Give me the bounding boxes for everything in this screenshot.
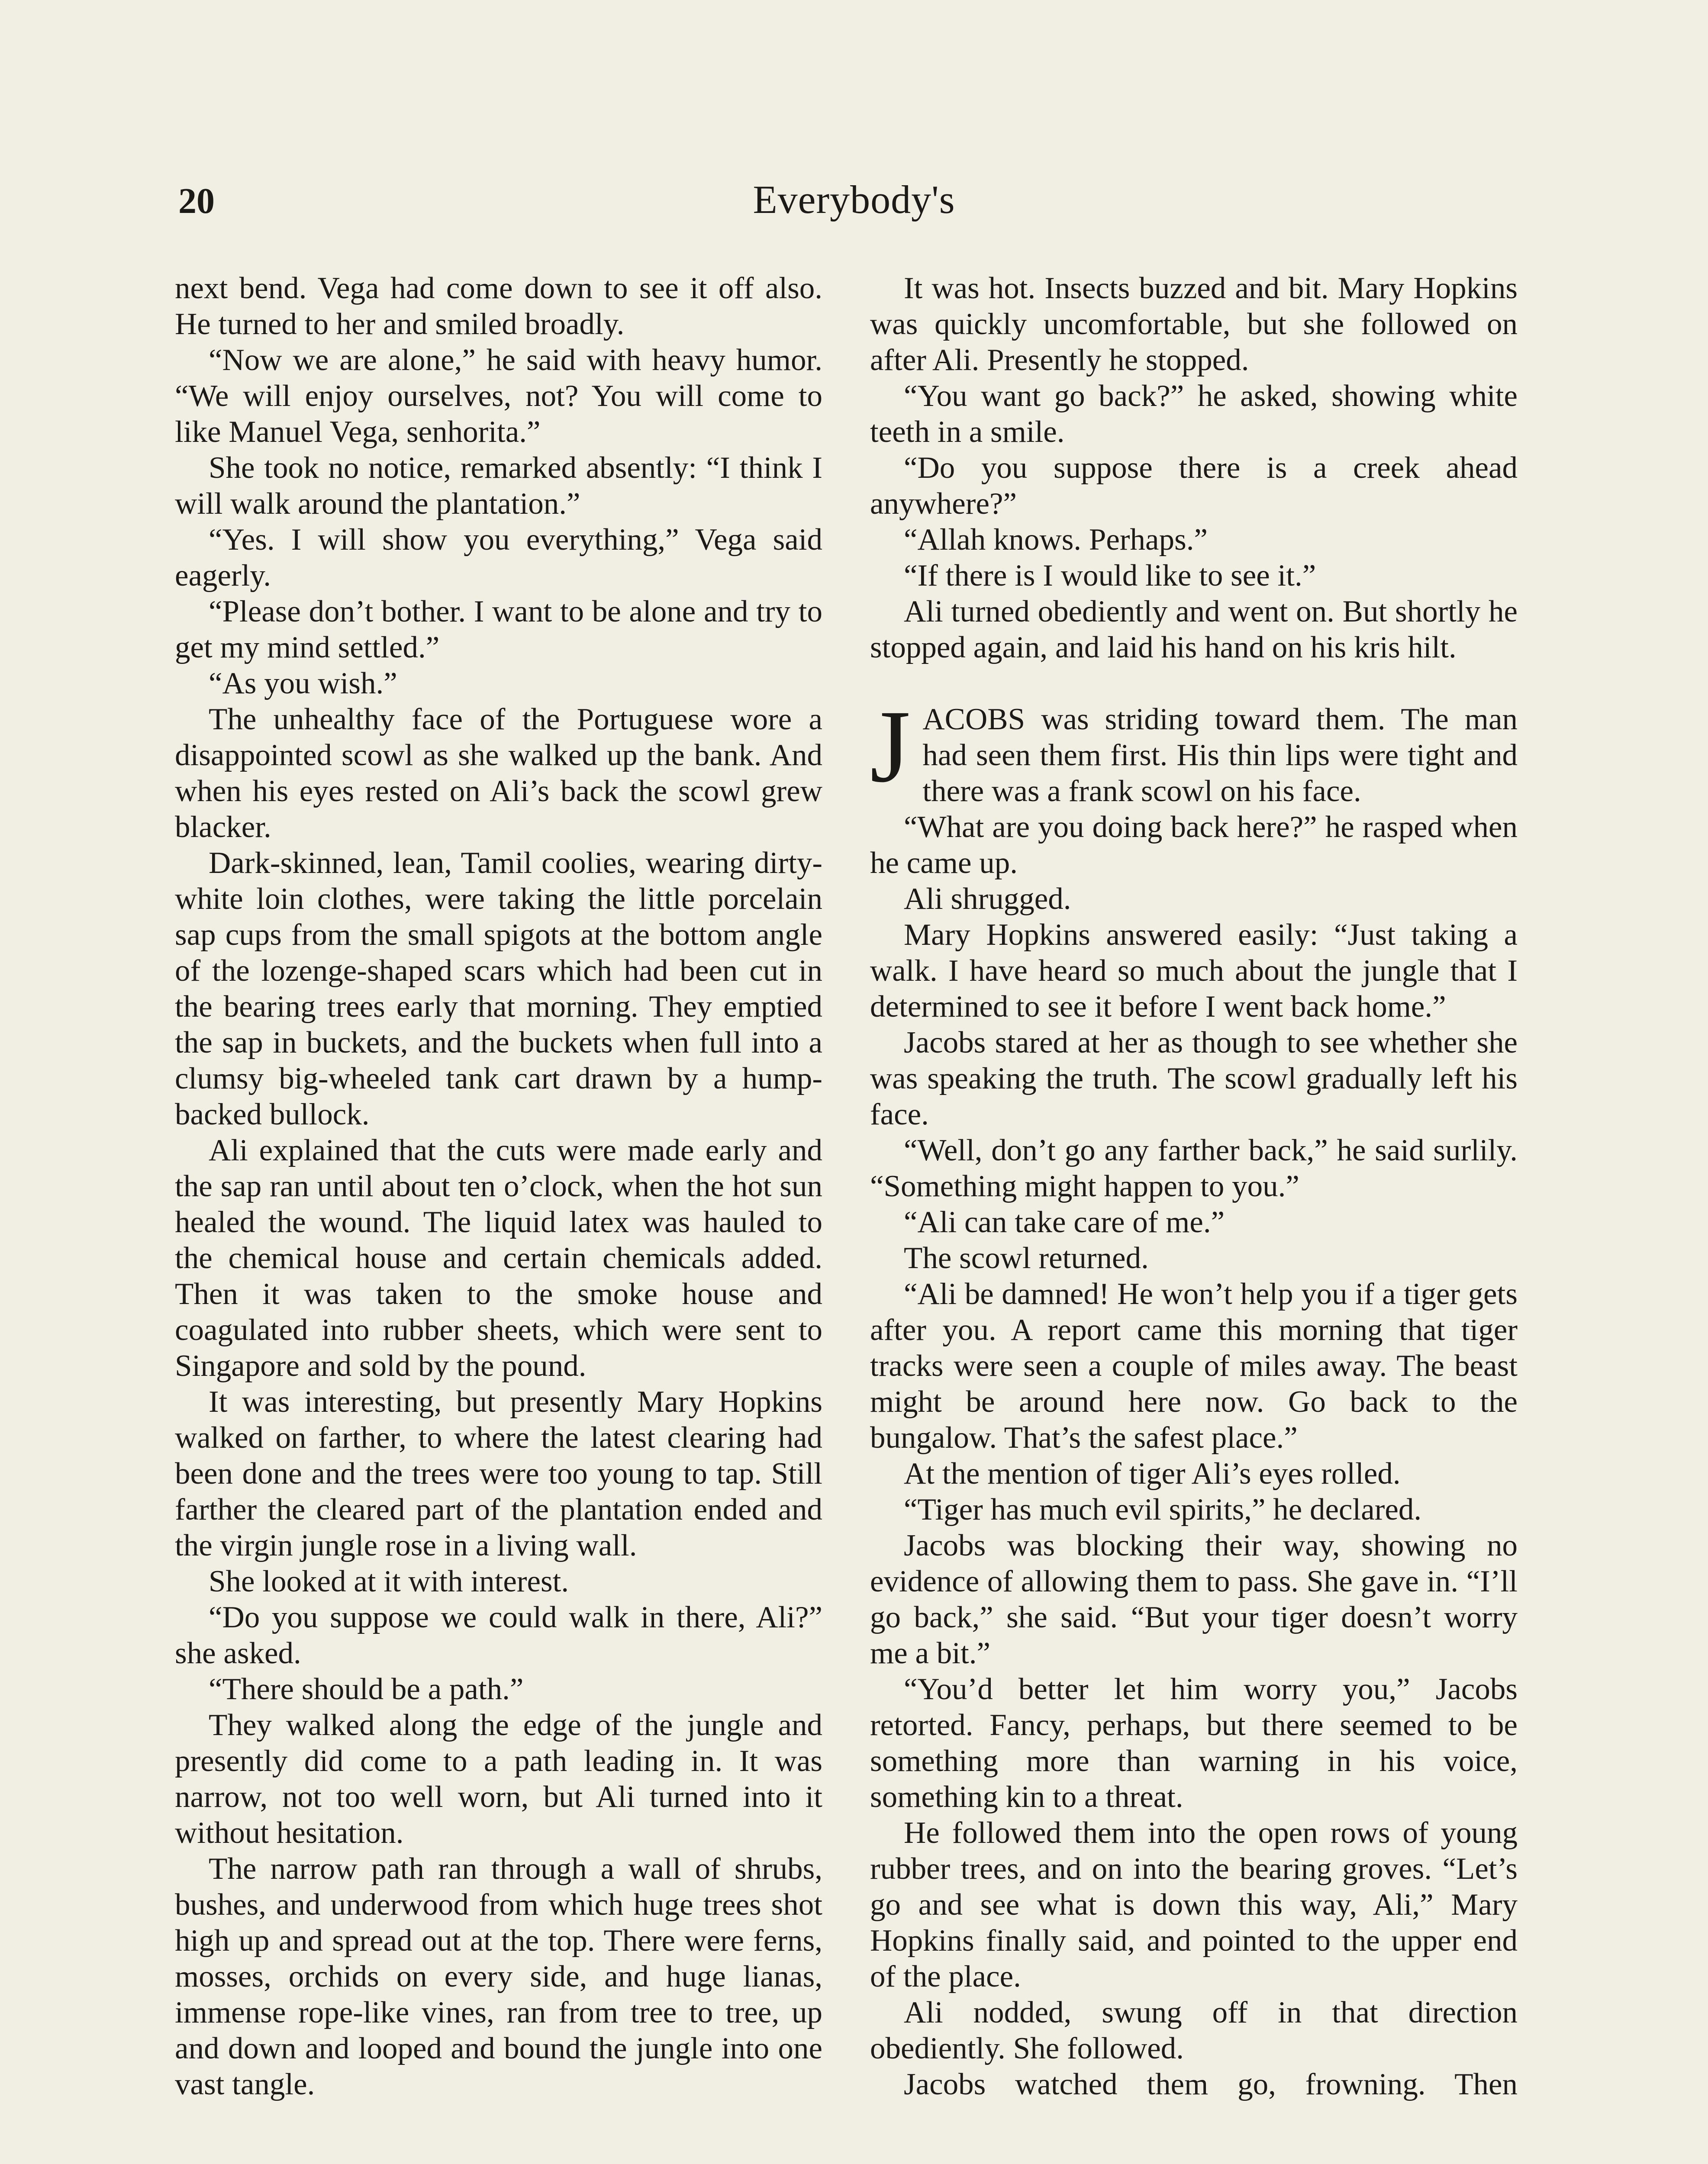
- paragraph: Dark-skinned, lean, Tamil coolies, wearing dirty-white loin clothes, were taking the little porcelain sap cups from the small spigots at the bottom angle of the lozenge-shaped scars which had been cut in the bearing trees early that morning. They emptied the sap in buckets, and the buckets when full into a clumsy big-wheeled tank cart drawn by a hump-backed bullock.: [175, 846, 822, 1131]
- paragraph: She looked at it with interest.: [209, 1565, 569, 1598]
- paragraph: Jacobs watched them go, frowning. Then: [904, 2067, 1518, 2101]
- paragraph: Ali shrugged.: [904, 882, 1071, 916]
- paragraph: Ali explained that the cuts were made early and the sap ran until about ten o’clock, when the hot sun healed the wound. The liquid latex was hauled to the chemical house and certain chemicals added. Then it was taken to the smoke house and coagulated into rubber sheets, which were sent to Singapore and sold by the pound.: [175, 1134, 822, 1383]
- paragraph: “Ali can take care of me.”: [904, 1205, 1225, 1239]
- paragraph: next bend. Vega had come down to see it off also. He turned to her and smiled broadly.: [175, 271, 822, 341]
- paragraph: “Ali be damned! He won’t help you if a tiger gets after you. A report came this morning that tiger tracks were seen a couple of miles away. The beast might be around here now. Go back to the bungalow. That’s the safest place.”: [870, 1277, 1518, 1455]
- page-number: 20: [178, 181, 215, 221]
- paragraph: “Tiger has much evil spirits,” he declared.: [904, 1493, 1422, 1526]
- paragraph: The narrow path ran through a wall of shrubs, bushes, and underwood from which huge trees shot high up and spread out at the top. There were ferns, mosses, orchids on every side, and huge lianas, immense rope-like vines, ran from tree to tree, up and down and looped and bound the jungle into one vast tangle.: [175, 1852, 822, 2101]
- paragraph: They walked along the edge of the jungle and presently did come to a path leading in. It was narrow, not too well worn, but Ali turned into it without hesitation.: [175, 1708, 822, 1850]
- paragraph: It was interesting, but presently Mary Hopkins walked on farther, to where the latest clearing had been done and the trees were too young to tap. Still farther the cleared part of the plantation ended and the virgin jungle rose in a living wall.: [175, 1385, 822, 1562]
- running-head: Everybody's: [753, 177, 955, 222]
- paragraph: Ali nodded, swung off in that direction obediently. She followed.: [870, 1996, 1518, 2065]
- paragraph: “You want go back?” he asked, showing white teeth in a smile.: [870, 379, 1518, 449]
- right-column: [870, 270, 1518, 2103]
- paragraph: “As you wish.”: [209, 667, 397, 700]
- paragraph: “Yes. I will show you everything,” Vega said eagerly.: [175, 523, 822, 593]
- paragraph: He followed them into the open rows of young rubber trees, and on into the bearing groves. “Let’s go and see what is down this way, Ali,” Mary Hopkins finally said, and pointed to the upper end of the place.: [870, 1816, 1518, 1993]
- paragraph: At the mention of tiger Ali’s eyes rolled.: [904, 1457, 1401, 1491]
- paragraph: The scowl returned.: [904, 1241, 1149, 1275]
- paragraph: “Now we are alone,” he said with heavy humor. “We will enjoy ourselves, not? You will come to like Manuel Vega, senhorita.”: [175, 343, 822, 449]
- paragraph: Ali turned obediently and went on. But shortly he stopped again, and laid his hand on his kris hilt.: [870, 595, 1518, 664]
- section-opening: [870, 689, 1518, 809]
- paragraph: It was hot. Insects buzzed and bit. Mary Hopkins was quickly uncomfortable, but she followed on after Ali. Presently he stopped.: [870, 271, 1518, 377]
- paragraph: She took no notice, remarked absently: “I think I will walk around the plantation.”: [175, 451, 822, 521]
- paragraph: “You’d better let him worry you,” Jacobs retorted. Fancy, perhaps, but there seemed to be something more than warning in his voice, something kin to a threat.: [870, 1672, 1518, 1814]
- paragraph: The unhealthy face of the Portuguese wore a disappointed scowl as she walked up the bank. And when his eyes rested on Ali’s back the scowl grew blacker.: [175, 702, 822, 844]
- paragraph: “There should be a path.”: [209, 1672, 524, 1706]
- section-break: [870, 666, 1518, 702]
- section-opening-text: ACOBS was striding toward them. The man had seen them first. His thin lips were tight and there was a frank scowl on his face.: [922, 702, 1518, 808]
- paragraph: Jacobs stared at her as though to see whether she was speaking the truth. The scowl gradually left his face.: [870, 1026, 1518, 1131]
- paragraph: “Well, don’t go any farther back,” he said surlily. “Something might happen to you.”: [870, 1134, 1518, 1203]
- paragraph: Jacobs was blocking their way, showing no evidence of allowing them to pass. She gave in. “I’ll go back,” she said. “But your tiger doesn’t worry me a bit.”: [870, 1529, 1518, 1670]
- paragraph: “What are you doing back here?” he rasped when he came up.: [870, 810, 1518, 880]
- paragraph: “Do you suppose there is a creek ahead anywhere?”: [870, 451, 1518, 521]
- paragraph: “Allah knows. Perhaps.”: [904, 523, 1208, 557]
- paragraph: Mary Hopkins answered easily: “Just taking a walk. I have heard so much about the jungle that I determined to see it before I went back home.”: [870, 918, 1518, 1024]
- drop-cap: J: [870, 689, 911, 804]
- paragraph: “If there is I would like to see it.”: [904, 559, 1316, 593]
- paragraph: “Do you suppose we could walk in there, Ali?” she asked.: [175, 1600, 822, 1670]
- left-column: [175, 270, 822, 2103]
- paragraph: “Please don’t bother. I want to be alone and try to get my mind settled.”: [175, 595, 822, 664]
